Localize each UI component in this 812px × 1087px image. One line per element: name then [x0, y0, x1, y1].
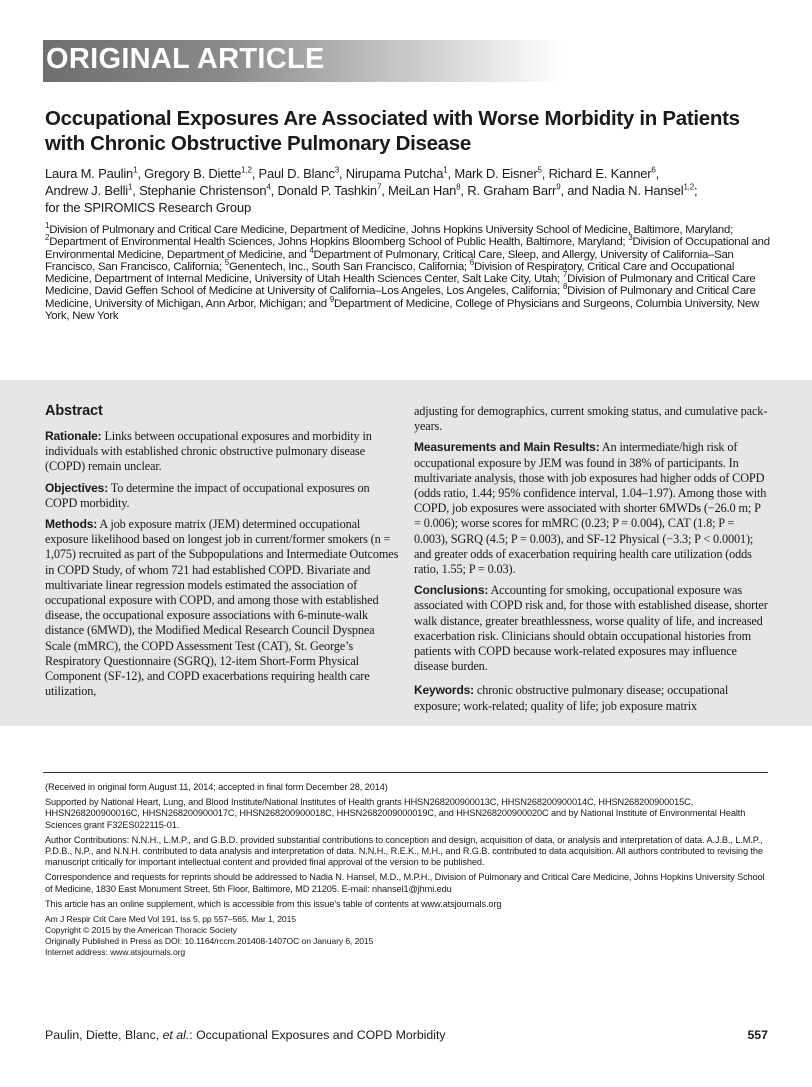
author: Nirupama Putcha — [345, 166, 444, 181]
correspondence: Correspondence and requests for reprints should be addressed to Nadia N. Hansel, M.D., M.P.H., Division of Pulmonary and Critical Care Medicine, Johns Hopkins University School of Medicine, 1830 East Monument Street, 5th Floor, Baltimore, MD 21205. E-mail: nhansel1@jhmi.edu — [45, 872, 765, 894]
affiliation-number: 3 — [628, 233, 633, 243]
copyright: Copyright © 2015 by the American Thoracic Society — [45, 925, 237, 936]
abstract-results — [414, 440, 770, 577]
methods-text: A job exposure matrix (JEM) determined occupational exposure likelihood based on longest job in current/former smokers (n = 1,075) recruited as part of the Subpopulations and Intermediate Outcomes in COPD Study, of whom 721 had established COPD. Bivariate and multivariate linear regression models estimated the association of occupational exposure with COPD, and among those with established disease, the occupational exposure associations with 6-minute-walk distance (6MWD), the Modified Medical Research Council Dyspnea Scale (mMRC), the COPD Assessment Test (CAT), St. George’s Respiratory Questionnaire (SGRQ), 12-item Short-Form Physical Component (SF-12), and COPD exacerbations requiring health care utilization, — [45, 517, 399, 699]
author-affiliation-mark: 9 — [556, 182, 561, 192]
keywords-text: chronic obstructive pulmonary disease; occupational exposure; work-related; quality of life; job exposure matrix — [414, 683, 729, 713]
affiliation: Division of Respiratory, Critical Care and Occupational Medicine, Department of Internal Medicine, University of Utah Health Sciences Center, Salt Lake City, Utah; — [45, 260, 735, 286]
affiliation-number: 9 — [329, 294, 334, 304]
abstract-methods-continued: adjusting for demographics, current smoking status, and cumulative pack-years. — [414, 404, 768, 434]
affiliation: Division of Occupational and Environmental Medicine, Department of Medicine, and — [45, 236, 770, 261]
author-affiliation-mark: 1,2 — [241, 165, 252, 175]
abstract-keywords — [414, 683, 770, 713]
results-text: An intermediate/high risk of occupational exposure by JEM was found in 38% of participants. In multivariate analysis, those with job exposures had higher odds of COPD (odds ratio, 1.44; 95% confidence interval, 1.04–1.97). Among those with COPD, job exposures were associated with shorter 6MWDs (−26.0 m; P = 0.006); worse scores for mMRC (0.23; P = 0.004), CAT (1.8; P = 0.003), SGRQ (4.5; P = 0.003), and SF-12 Physical (−3.3; P < 0.0001); and greater odds of exacerbation requiring health care utilization (odds ratio, 1.55; P = 0.03). — [414, 440, 767, 577]
author-affiliation-mark: 1 — [127, 182, 133, 192]
article-type-banner — [43, 40, 563, 82]
article-type-label: ORIGINAL ARTICLE — [46, 43, 325, 75]
author-affiliation-mark: 8 — [456, 182, 461, 192]
author: Richard E. Kanner — [548, 166, 652, 181]
affiliation-number: 7 — [562, 270, 568, 280]
affiliation: Division of Pulmonary and Critical Care Medicine, University of Michigan, Ann Arbor, Michigan; and — [45, 285, 756, 310]
author-list: Laura M. Paulin$^1$, Gregory B. Diette$^{1,2}$, Paul D. Blanc$^3$, Nirupama Putcha$^1$, Mark D. Eisner$^5$, Richard E. Kanner$^6$, Andrew J. Belli$^1$, Stephanie Christenson$^4$, Donald P. Tashkin$^7$, MeiLan Han$^8$, R. Graham Barr$^9$, and Nadia N. Hansel$^{1,2}$; for the SPIROMICS Research Group — [45, 165, 698, 215]
affiliation-number: 5 — [224, 258, 229, 268]
keywords-label: Keywords: — [414, 683, 474, 698]
author: Paul D. Blanc — [258, 166, 335, 181]
author: Donald P. Tashkin — [277, 183, 377, 198]
research-group: for the SPIROMICS Research Group — [45, 200, 252, 215]
affiliation: Department of Environmental Health Sciences, Johns Hopkins Bloomberg School of Public Health, Baltimore, Maryland; — [49, 236, 629, 249]
author-affiliation-mark: 5 — [537, 165, 542, 175]
conclusions-text: Accounting for smoking, occupational exposure was associated with COPD risk and, for those with established disease, shorter walk distance, greater breathlessness, worse quality of life, and increased exacerbation risk. Clinicians should obtain occupational histories from patients with COPD because work-related exposures may influence disease burden. — [414, 583, 768, 674]
affiliation: Division of Pulmonary and Critical Care Medicine, Department of Medicine, Johns Hopkins University School of Medicine, Baltimore, Maryland; — [49, 224, 733, 236]
author-affiliation-mark: 1 — [443, 165, 448, 175]
affiliation: Genentech, Inc., South San Francisco, California; — [228, 260, 470, 273]
rationale-label: Rationale: — [45, 429, 102, 443]
doi: Originally Published in Press as DOI: 10.1164/rccm.201408-1407OC on January 6, 2015 — [45, 936, 374, 947]
running-footer — [45, 1028, 446, 1042]
author-affiliation-mark: 4 — [266, 182, 271, 192]
affiliation-number: 1 — [45, 221, 50, 231]
author: Laura M. Paulin — [45, 166, 134, 181]
author-contributions: Author Contributions: N.N.H., L.M.P., and G.B.D. provided substantial contributions to conception and design, acquisition of data, or analysis and interpretation of data. A.J.B., L.M.P., P.D.B., N.P., and N.N.H. contributed to data analysis and interpretation of data. N.N.H., R.E.K., M.H., and R.G.B. contributed to data acquisition. All authors contributed to revising the manuscript critically for important intellectual content and provided final approval of the version to be published. — [45, 834, 763, 868]
author: and Nadia N. Hansel — [567, 183, 684, 198]
online-supplement-note: This article has an online supplement, which is accessible from this issue’s table of contents at www.atsjournals.org — [45, 898, 502, 909]
affiliation: Division of Pulmonary and Critical Care Medicine, David Geffen School of Medicine at University of California–Los Angeles, Los Angeles, California; — [45, 273, 756, 298]
results-label: Measurements and Main Results: — [414, 440, 600, 455]
affiliation-number: 2 — [45, 233, 50, 243]
abstract-conclusions — [414, 583, 770, 674]
conclusions-label: Conclusions: — [414, 583, 489, 598]
author: Gregory B. Diette — [144, 166, 242, 181]
received-dates: (Received in original form August 11, 2014; accepted in final form December 28, 2014) — [45, 782, 388, 792]
article-title: Occupational Exposures Are Associated with Worse Morbidity in Patients with Chronic Obstructive Pulmonary Disease — [45, 107, 740, 155]
author-affiliation-mark: 3 — [334, 165, 339, 175]
author: Mark D. Eisner — [454, 166, 538, 181]
funding: Supported by National Heart, Lung, and Blood Institute/National Institutes of Health grants HHSN268200900013C, HHSN268200900014C, HHSN268200900015C, HHSN268200900016C, HHSN268200900017C, HHSN268200900018C, HHSN2682009000019C, and HHSN268200900020C and by National Institute of Environmental Health Sciences grant F32ES022115-01. — [45, 797, 746, 830]
citation: Am J Respir Crit Care Med Vol 191, Iss 5, pp 557–565, Mar 1, 2015 — [45, 914, 296, 925]
author: MeiLan Han — [388, 183, 457, 198]
author: Andrew J. Belli — [45, 183, 128, 198]
author: Stephanie Christenson — [139, 183, 267, 198]
affiliation: Department of Medicine, College of Physicians and Surgeons, Columbia University, New York, New York — [45, 297, 760, 323]
running-title: : Occupational Exposures and COPD Morbidity — [189, 1028, 446, 1042]
affiliation-number: 4 — [309, 245, 314, 255]
abstract-right-column — [414, 404, 770, 720]
affiliation: Department of Pulmonary, Critical Care, Sleep, and Allergy, University of California–San Francisco, San Francisco, California; — [45, 248, 734, 273]
citation-info — [45, 914, 773, 958]
author-affiliation-mark: 1,2 — [683, 182, 694, 192]
author-affiliation-mark: 1 — [133, 165, 138, 175]
methods-label: Methods: — [45, 517, 98, 532]
author: R. Graham Barr — [467, 183, 557, 198]
objectives-text: To determine the impact of occupational exposures on COPD morbidity. — [45, 480, 370, 510]
running-authors: Paulin, Diette, Blanc, — [45, 1028, 163, 1042]
affiliations — [45, 221, 780, 323]
abstract-heading: Abstract — [45, 403, 103, 419]
rationale-text: Links between occupational exposures and morbidity in individuals with established chronic obstructive pulmonary disease (COPD) remain unclear. — [45, 429, 372, 474]
page-number: 557 — [747, 1028, 768, 1042]
author-affiliation-mark: 6 — [651, 165, 656, 175]
running-etal: et al. — [162, 1028, 190, 1042]
footnote-divider — [43, 772, 768, 773]
affiliation-number: 8 — [562, 282, 568, 292]
abstract-rationale — [45, 429, 401, 475]
objectives-label: Objectives: — [45, 480, 109, 495]
footnotes — [45, 782, 773, 958]
abstract-methods — [45, 517, 401, 699]
affiliation-number: 6 — [469, 258, 474, 268]
internet-address: Internet address: www.atsjournals.org — [45, 947, 186, 958]
abstract-left-column — [45, 404, 401, 705]
abstract-objectives — [45, 481, 401, 511]
author-affiliation-mark: 7 — [376, 182, 382, 192]
